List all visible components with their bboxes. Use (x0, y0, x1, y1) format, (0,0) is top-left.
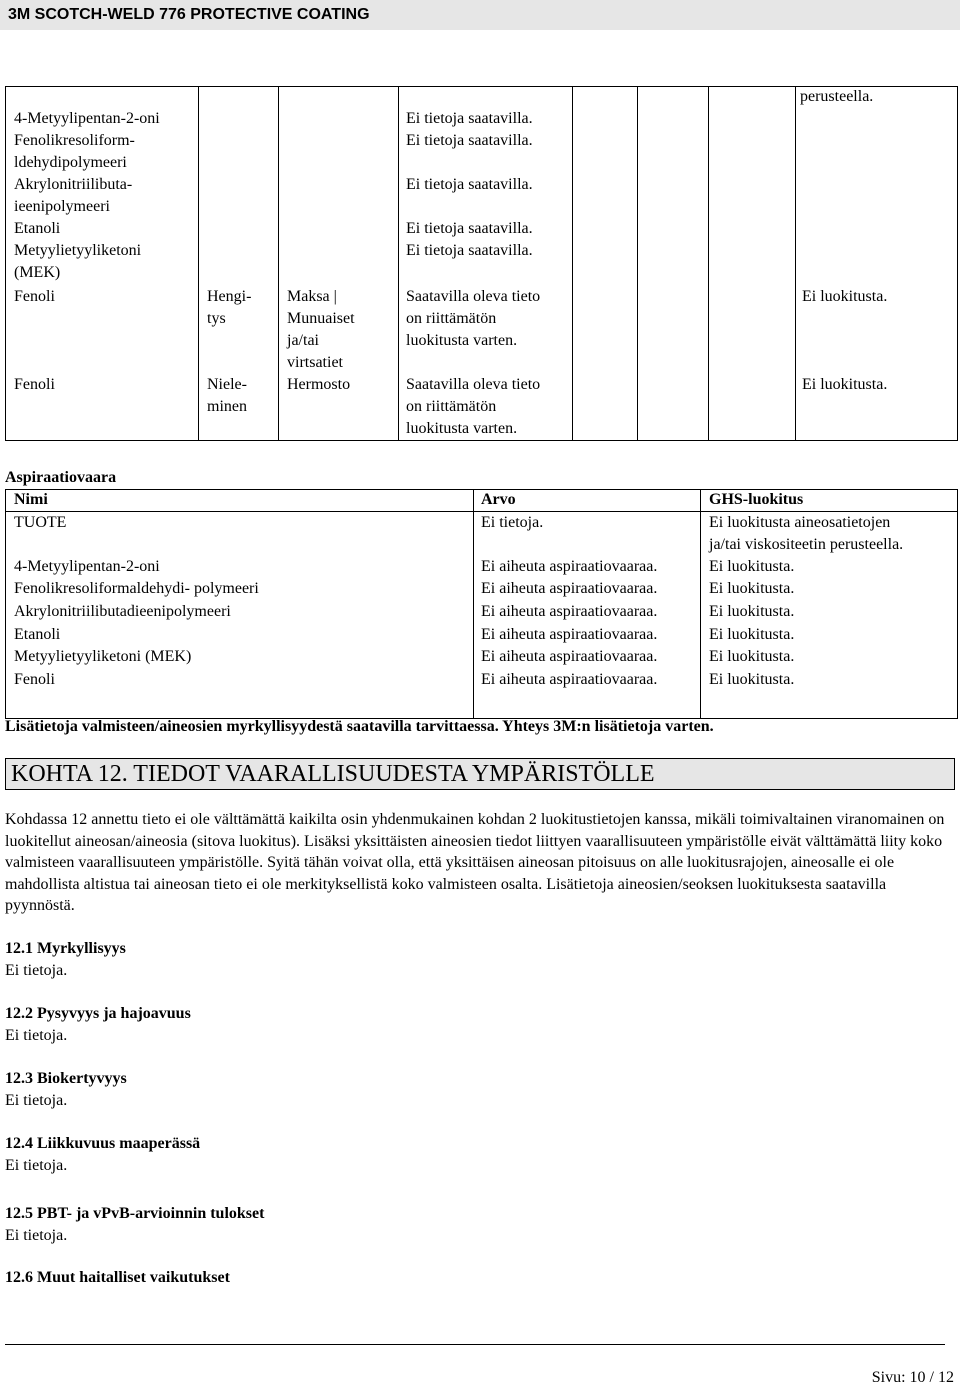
exposure-route: Niele- (207, 376, 247, 393)
exposure-route: minen (207, 398, 247, 415)
document-title: 3M SCOTCH-WELD 776 PROTECTIVE COATING (8, 6, 370, 23)
aspiration-title: Aspiraatiovaara (5, 469, 117, 486)
table-cell: Ei aiheuta aspiraatiovaaraa. (481, 603, 658, 620)
table-cell: perusteella. (800, 88, 874, 105)
target-organ: Munuaiset (287, 310, 355, 327)
substance-name: 4-Metyylipentan-2-oni (14, 110, 160, 127)
column-header-name: Nimi (14, 491, 48, 508)
tox-classification: Ei luokitusta. (802, 288, 888, 305)
substance-name: Fenolikresoliform- (14, 132, 135, 149)
target-organ: ja/tai (287, 332, 319, 349)
subsection-title: 12.3 Biokertyvyys (5, 1070, 127, 1087)
table-cell: Ei aiheuta aspiraatiovaaraa. (481, 648, 658, 665)
tox-value: Saatavilla oleva tieto (406, 288, 541, 305)
substance-name: Etanoli (14, 220, 61, 237)
table-cell: Fenolikresoliformaldehydi- polymeeri (14, 580, 259, 597)
substance-name: Fenoli (14, 376, 55, 393)
tox-classification: Ei luokitusta. (802, 376, 888, 393)
table-cell: Ei luokitusta. (709, 558, 795, 575)
target-organ: virtsatiet (287, 354, 343, 371)
table-cell: Metyylietyyliketoni (MEK) (14, 648, 192, 665)
tox-value: Saatavilla oleva tieto (406, 376, 541, 393)
subsection-title: 12.2 Pysyvyys ja hajoavuus (5, 1005, 191, 1022)
table-cell: TUOTE (14, 514, 67, 531)
substance-name: (MEK) (14, 264, 61, 281)
subsection-text: Ei tietoja. (5, 1027, 68, 1044)
subsection-title: 12.5 PBT- ja vPvB-arvioinnin tulokset (5, 1205, 265, 1222)
tox-value: Ei tietoja saatavilla. (406, 176, 533, 193)
subsection-text: Ei tietoja. (5, 1227, 68, 1244)
table-cell: Etanoli (14, 626, 61, 643)
subsection-title: 12.1 Myrkyllisyys (5, 940, 126, 957)
table-cell: Ei luokitusta aineosatietojen (709, 514, 891, 531)
table-cell: Akrylonitriilibutadieenipolymeeri (14, 603, 231, 620)
table-cell: Ei luokitusta. (709, 626, 795, 643)
column-header-ghs: GHS-luokitus (709, 491, 804, 508)
subsection-title: 12.4 Liikkuvuus maaperässä (5, 1135, 201, 1152)
substance-name: Fenoli (14, 288, 55, 305)
table-cell: Ei luokitusta. (709, 648, 795, 665)
table-cell: ja/tai viskositeetin perusteella. (709, 536, 904, 553)
subsection-text: Ei tietoja. (5, 962, 68, 979)
exposure-route: tys (207, 310, 226, 327)
target-organ: Maksa | (287, 288, 337, 305)
document-header (0, 0, 960, 30)
section-12-heading: KOHTA 12. TIEDOT VAARALLISUUDESTA YMPÄRISTÖLLE (5, 758, 955, 790)
substance-name: ldehydipolymeeri (14, 154, 127, 171)
table-cell: Ei aiheuta aspiraatiovaaraa. (481, 558, 658, 575)
tox-value: Ei tietoja saatavilla. (406, 132, 533, 149)
tox-value: Ei tietoja saatavilla. (406, 242, 533, 259)
table-cell: 4-Metyylipentan-2-oni (14, 558, 160, 575)
table-cell: Ei aiheuta aspiraatiovaaraa. (481, 671, 658, 688)
page-number: Sivu: 10 / 12 (871, 1369, 954, 1386)
tox-value: Ei tietoja saatavilla. (406, 110, 533, 127)
tox-value: on riittämätön (406, 310, 497, 327)
footer-divider (5, 1344, 945, 1345)
table-cell: Ei luokitusta. (709, 671, 795, 688)
table-cell: Fenoli (14, 671, 55, 688)
table-cell: Ei aiheuta aspiraatiovaaraa. (481, 626, 658, 643)
table-cell: Ei aiheuta aspiraatiovaaraa. (481, 580, 658, 597)
substance-name: ieenipolymeeri (14, 198, 110, 215)
subsection-text: Ei tietoja. (5, 1092, 68, 1109)
tox-value: luokitusta varten. (406, 332, 518, 349)
tox-value: luokitusta varten. (406, 420, 518, 437)
section-12-paragraph: Kohdassa 12 annettu tieto ei ole välttämättä kaikilta osin yhdenmukainen kohdan 2 luokitustietojen kanssa, mikäli toimivaltainen viranomainen on luokitellut aineosan/aineosia (sitova luokitus). Lisäksi yksittäisten aineosien tiedot liittyen vaarallisuuteen ympäristölle eivät välttämättä liity koko valmisteen vaarallisuuteen ympäristölle. Syitä tähän voivat olla, että yksittäisen aineosan pitoisuus on alle luokitusrajojen, aineosalle ei ole mahdollista altistua tai aineosan tieto ei ole merkityksellistä koko valmisteen osalta. Lisätietoja aineosien/seoksen luokituksesta saatavilla pyynnöstä. (5, 811, 945, 915)
tox-value: Ei tietoja saatavilla. (406, 220, 533, 237)
column-header-value: Arvo (481, 491, 516, 508)
subsection-title: 12.6 Muut haitalliset vaikutukset (5, 1269, 230, 1286)
substance-name: Metyylietyyliketoni (14, 242, 142, 259)
table-cell: Ei tietoja. (481, 514, 544, 531)
table-cell: Ei luokitusta. (709, 580, 795, 597)
substance-name: Akrylonitriilibuta- (14, 176, 133, 193)
target-organ: Hermosto (287, 376, 351, 393)
toxicity-note: Lisätietoja valmisteen/aineosien myrkyllisyydestä saatavilla tarvittaessa. Yhteys 3M:n lisätietoja varten. (5, 718, 714, 735)
exposure-route: Hengi- (207, 288, 252, 305)
tox-value: on riittämätön (406, 398, 497, 415)
subsection-text: Ei tietoja. (5, 1157, 68, 1174)
table-cell: Ei luokitusta. (709, 603, 795, 620)
